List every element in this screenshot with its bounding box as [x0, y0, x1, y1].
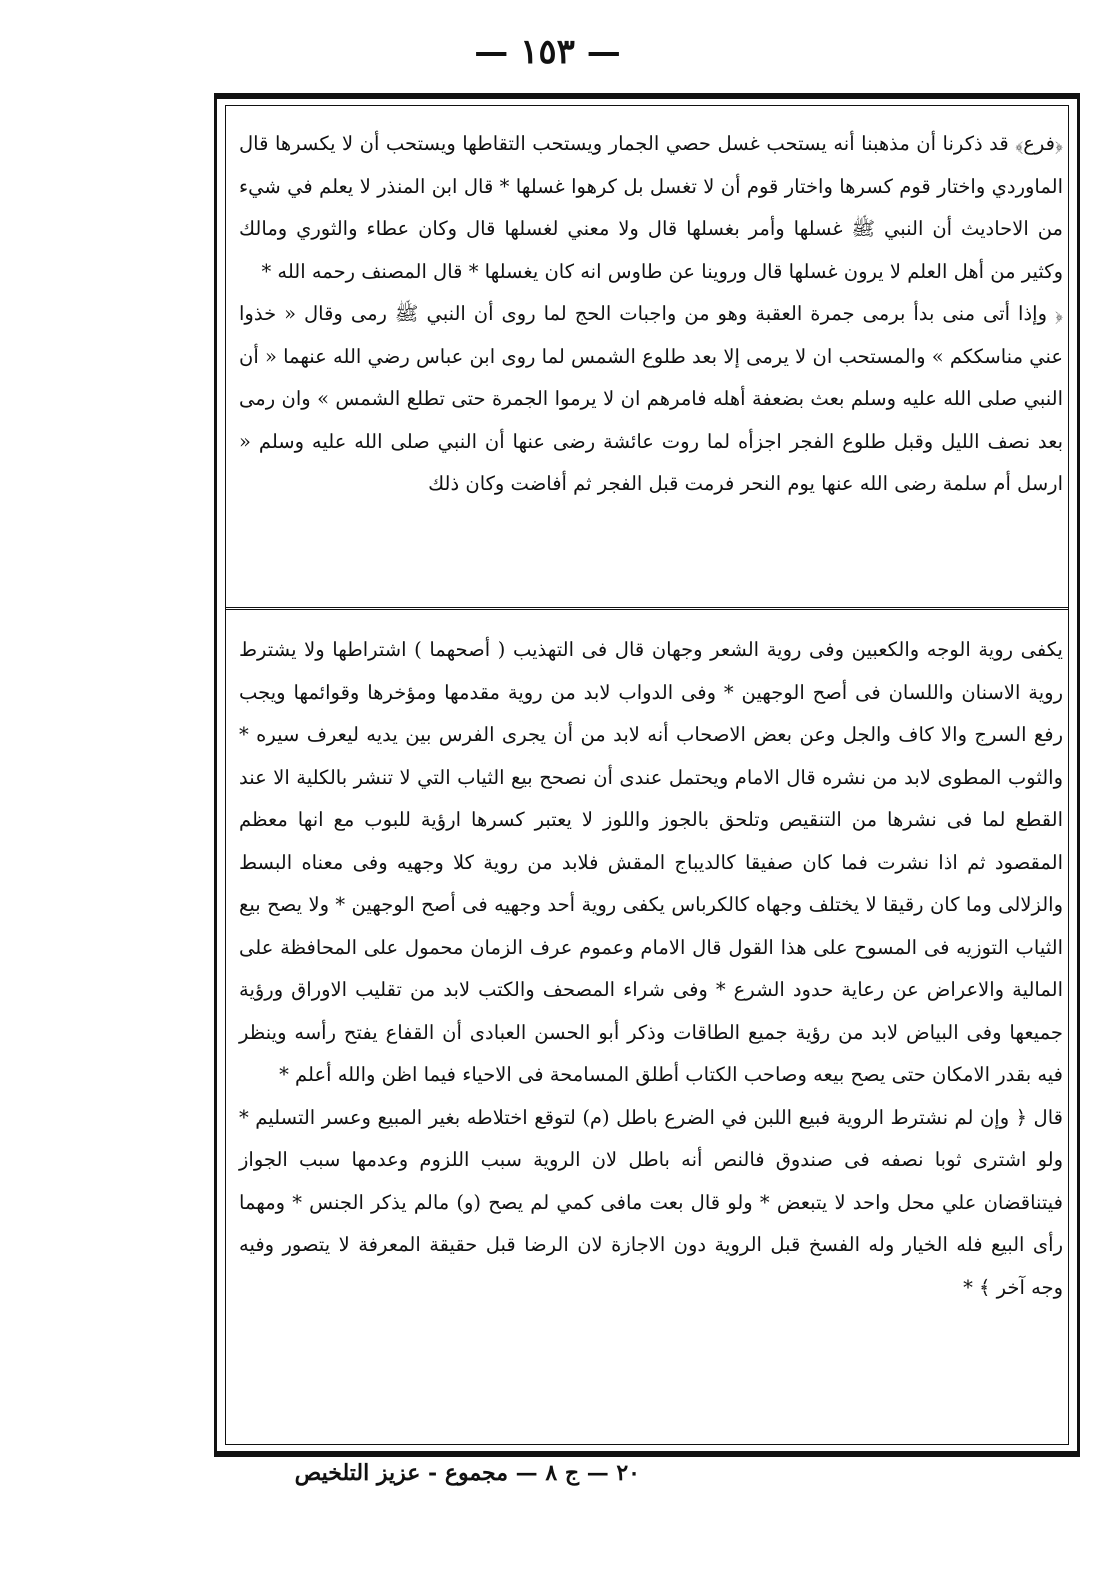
- section-divider: [225, 607, 1069, 614]
- page-footer: ٢٠ — ج ٨ — مجموع - عزيز التلخيص: [294, 1460, 640, 1486]
- top-paragraph-1: ﴿فرع﴾ قد ذكرنا أن مذهبنا أنه يستحب غسل حصي الجمار ويستحب التقاطها ويستحب أن لا يكسرها قال الماوردي واختار قوم كسرها واختار قوم أن لا تغسل بل كرهوا غسلها * قال ابن المنذر لا يعلم في شيء من الاحاديث أن النبي ﷺ غسلها وأمر بغسلها قال ولا معني لغسلها قال وكان عطاء والثوري ومالك وكثير من أهل العلم لا يرون غسلها قال وروينا عن طاوس انه كان يغسلها * قال المصنف رحمه الله *: [239, 132, 1063, 283]
- top-text-section: [239, 123, 1063, 506]
- page-frame: [214, 93, 1080, 1457]
- bottom-paragraph-1: يكفى روية الوجه والكعبين وفى روية الشعر وجهان قال فى التهذيب ( أصحهما ) اشتراطها ولا يشترط روية الاسنان واللسان فى أصح الوجهين * وفى الدواب لابد من روية مقدمها ومؤخرها وقوائمها ويجب رفع السرج والا كاف والجل وعن بعض الاصحاب أنه لابد من أن يجرى الفرس بين يديه ليعرف سيره * والثوب المطوى لابد من نشره قال الامام ويحتمل عندى أن نصحح بيع الثياب التي لا تنشر بالكلية الا عند القطع لما فى نشرها من التنقيص وتلحق بالجوز واللوز لا يعتبر كسرها ارؤية للبوب مع انها معظم المقصود ثم اذا نشرت فما كان صفيقا كالديباج المقش فلابد من روية كلا وجهيه وفى معناه البسط والزلالى وما كان رقيقا لا يختلف وجهاه كالكرباس يكفى روية أحد وجهيه فى أصح الوجهين * ولا يصح بيع الثياب التوزيه فى المسوح على هذا القول قال الامام وعموم عرف الزمان محمول على المحافظة على المالية والاعراض عن رعاية حدود الشرع * وفى شراء المصحف والكتب لابد من تقليب الاوراق ورؤية جميعها وفى البياض لابد من رؤية جميع الطاقات وذكر أبو الحسن العبادى أن القفاع يفتح رأسه وينظر فيه بقدر الامكان حتى يصح بيعه وصاحب الكتاب أطلق المسامحة فى الاحياء فيما اظن والله أعلم *: [239, 638, 1063, 1086]
- page-number: — ١٥٣ —: [474, 32, 621, 72]
- top-paragraph-2: ﴿ وإذا أتى منى بدأ برمى جمرة العقبة وهو من واجبات الحج لما روى أن النبي ﷺ رمى وقال « خذوا عني مناسككم » والمستحب ان لا يرمى إلا بعد طلوع الشمس لما روى ابن عباس رضي الله عنهما « أن النبي صلى الله عليه وسلم بعث بضعفة أهله فامرهم ان لا يرموا الجمرة حتى تطلع الشمس » وان رمى بعد نصف الليل وقبل طلوع الفجر اجزأه لما روت عائشة رضى عنها أن النبي صلى الله عليه وسلم « ارسل أم سلمة رضى الله عنها يوم النحر فرمت قبل الفجر ثم أفاضت وكان ذلك: [239, 302, 1063, 495]
- bottom-text-section: [239, 629, 1063, 1309]
- bottom-paragraph-2: قال ﴿ وإن لم نشترط الروية فبيع اللبن في الضرع باطل (م) لتوقع اختلاطه بغير المبيع وعسر التسليم * ولو اشترى ثوبا نصفه فى صندوق فالنص أنه باطل لان الروية سبب اللزوم وعدمها سبب الجواز فيتناقضان علي محل واحد لا يتبعض * ولو قال بعت مافى كمي لم يصح (و) مالم يذكر الجنس * ومهما رأى البيع فله الخيار وله الفسخ قبل الروية دون الاجازة لان الرضا قبل حقيقة المعرفة لا يتصور وفيه وجه آخر ﴾ *: [239, 1105, 1063, 1299]
